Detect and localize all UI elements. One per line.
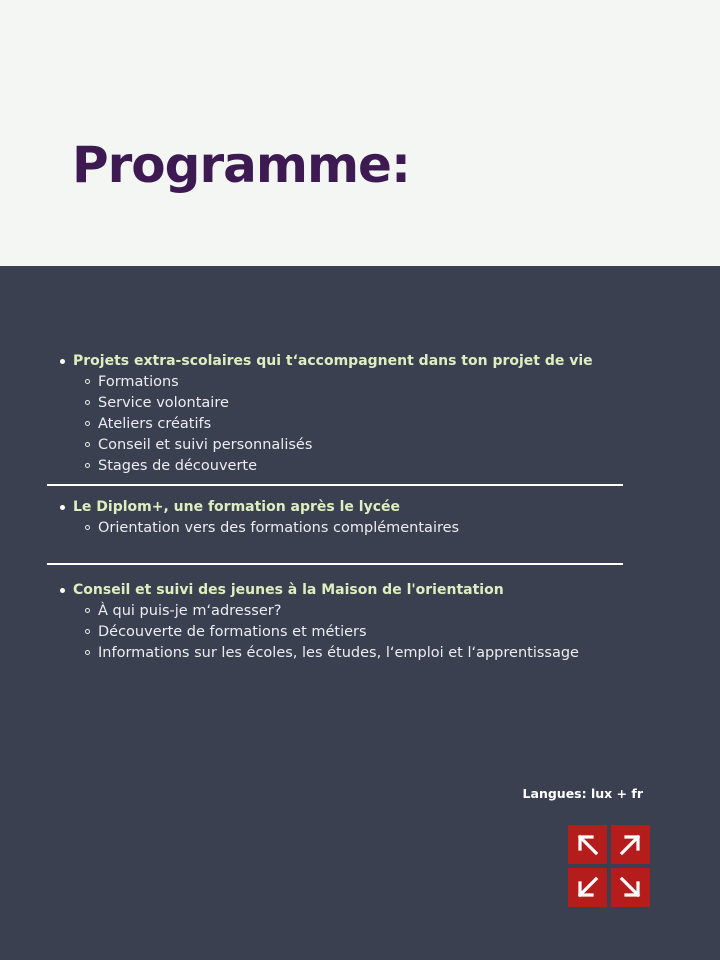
list-item — [60, 456, 660, 477]
section-divider — [47, 563, 623, 565]
section-heading-text: Le Diplom+, une formation après le lycée — [73, 499, 401, 515]
section-divider — [47, 484, 623, 486]
bullet-icon — [60, 588, 65, 593]
section-heading — [60, 497, 660, 518]
section-maison-orientation — [60, 580, 660, 664]
section-heading — [60, 580, 660, 601]
list-item-text: Ateliers créatifs — [98, 416, 212, 432]
list-item — [60, 393, 660, 414]
bullet-icon — [60, 505, 65, 510]
header-band — [0, 0, 720, 266]
list-item-text: Stages de découverte — [98, 458, 258, 474]
circle-bullet-icon — [85, 629, 90, 634]
list-item-text: Formations — [98, 374, 179, 390]
list-item — [60, 622, 660, 643]
list-item — [60, 643, 660, 664]
circle-bullet-icon — [85, 650, 90, 655]
list-item-text: À qui puis-je m‘adresser? — [98, 603, 282, 619]
circle-bullet-icon — [85, 442, 90, 447]
circle-bullet-icon — [85, 379, 90, 384]
list-item-text: Service volontaire — [98, 395, 229, 411]
section-heading-text: Conseil et suivi des jeunes à la Maison de l'orientation — [73, 582, 504, 598]
list-item-text: Conseil et suivi personnalisés — [98, 437, 313, 453]
circle-bullet-icon — [85, 608, 90, 613]
bullet-icon — [60, 359, 65, 364]
circle-bullet-icon — [85, 421, 90, 426]
list-item-text: Orientation vers des formations complémentaires — [98, 520, 460, 536]
section-diplom-plus — [60, 497, 660, 539]
section-extra-scolaires — [60, 351, 660, 477]
page-title: Programme: — [72, 136, 410, 194]
section-heading-text: Projets extra-scolaires qui t‘accompagnent dans ton projet de vie — [73, 353, 593, 369]
list-item — [60, 601, 660, 622]
four-arrows-logo-icon — [568, 825, 650, 907]
list-item — [60, 435, 660, 456]
circle-bullet-icon — [85, 400, 90, 405]
list-item-text: Informations sur les écoles, les études, l‘emploi et l‘apprentissage — [98, 645, 579, 661]
list-item — [60, 372, 660, 393]
section-heading — [60, 351, 660, 372]
list-item-text: Découverte de formations et métiers — [98, 624, 367, 640]
list-item — [60, 414, 660, 435]
circle-bullet-icon — [85, 463, 90, 468]
languages-label: Langues: lux + fr — [522, 786, 643, 801]
circle-bullet-icon — [85, 525, 90, 530]
list-item — [60, 518, 660, 539]
